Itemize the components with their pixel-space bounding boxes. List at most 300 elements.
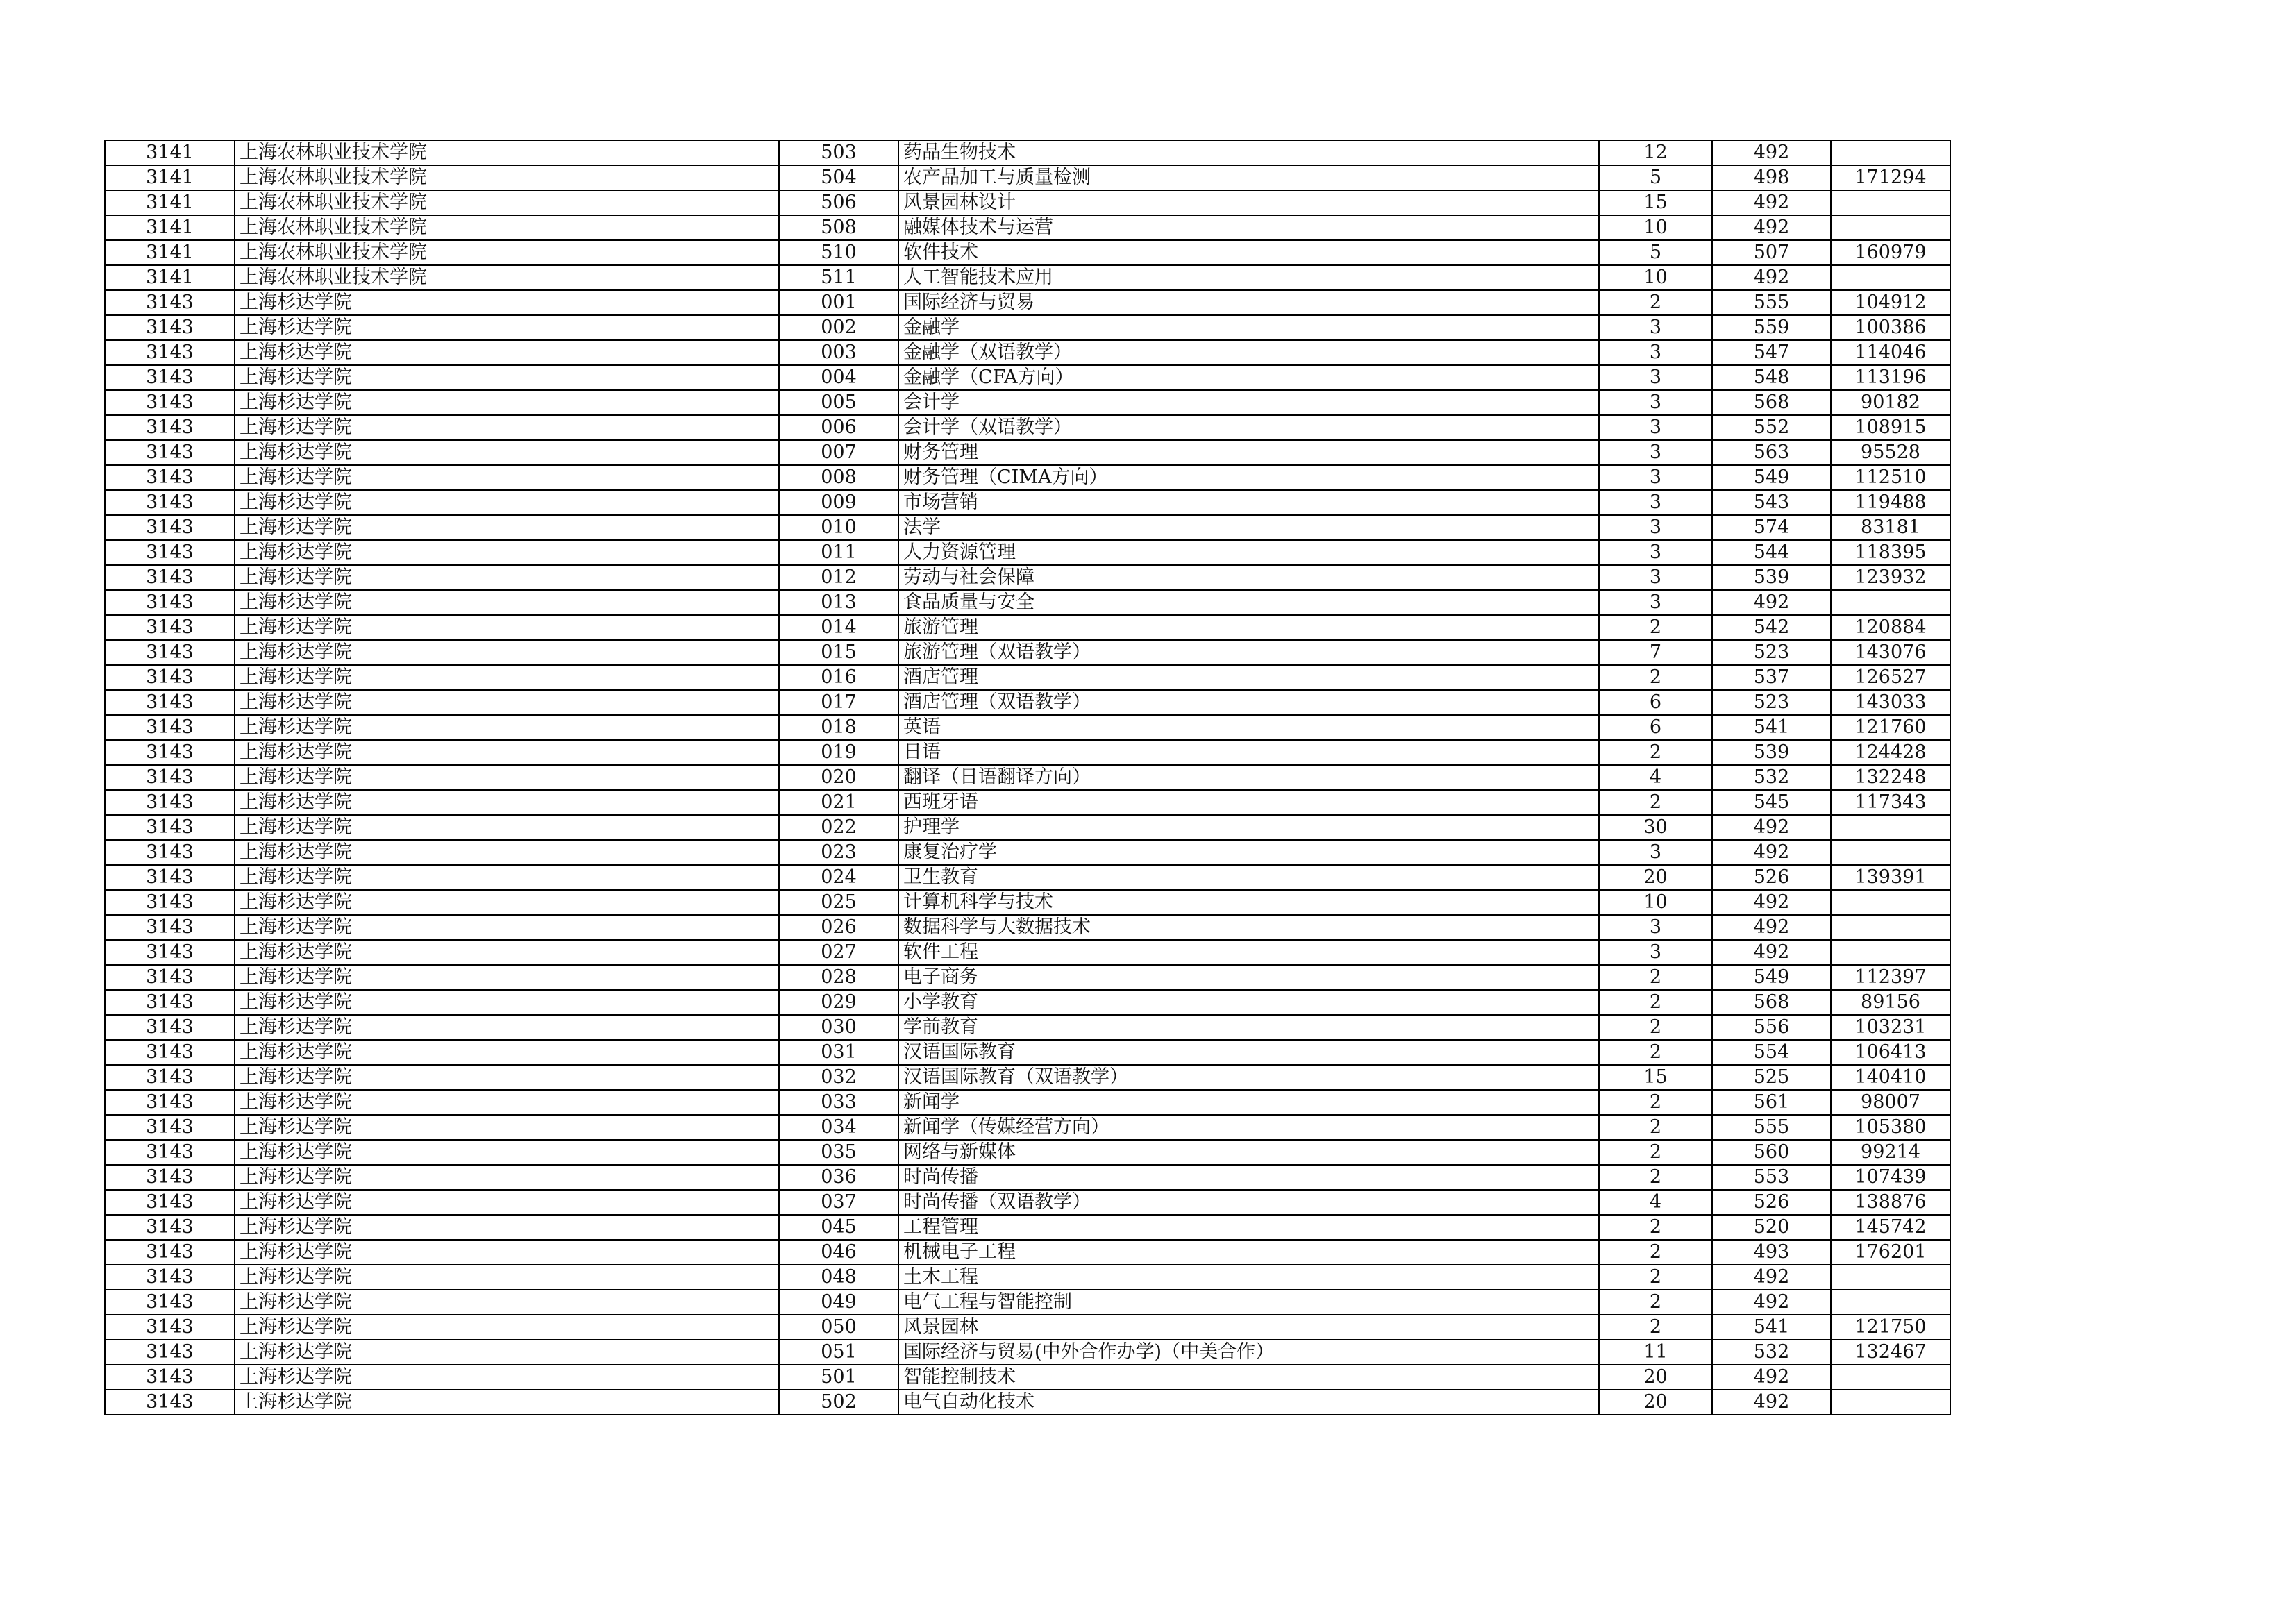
major-name-cell: 电子商务 <box>898 965 1599 990</box>
major-name-cell: 农产品加工与质量检测 <box>898 165 1599 190</box>
min-score-cell: 541 <box>1712 1315 1831 1340</box>
school-code-cell: 3143 <box>105 1215 235 1240</box>
min-score-cell: 537 <box>1712 665 1831 690</box>
school-name-cell: 上海杉达学院 <box>235 1190 779 1215</box>
school-code-cell: 3143 <box>105 690 235 715</box>
school-name-cell: 上海杉达学院 <box>235 1315 779 1340</box>
major-name-cell: 机械电子工程 <box>898 1240 1599 1265</box>
major-code-cell: 033 <box>779 1090 898 1115</box>
school-code-cell: 3143 <box>105 590 235 615</box>
major-code-cell: 049 <box>779 1290 898 1315</box>
plan-count-cell: 2 <box>1599 290 1712 315</box>
table-row <box>105 565 1950 590</box>
rank-cell <box>1831 1265 1950 1290</box>
min-score-cell: 554 <box>1712 1040 1831 1065</box>
plan-count-cell: 2 <box>1599 1165 1712 1190</box>
school-name-cell: 上海杉达学院 <box>235 565 779 590</box>
school-name-cell: 上海杉达学院 <box>235 1140 779 1165</box>
min-score-cell: 568 <box>1712 390 1831 415</box>
major-code-cell: 031 <box>779 1040 898 1065</box>
major-code-cell: 032 <box>779 1065 898 1090</box>
major-name-cell: 汉语国际教育 <box>898 1040 1599 1065</box>
major-name-cell: 酒店管理 <box>898 665 1599 690</box>
table-row <box>105 165 1950 190</box>
major-code-cell: 014 <box>779 615 898 640</box>
plan-count-cell: 3 <box>1599 365 1712 390</box>
major-code-cell: 051 <box>779 1340 898 1365</box>
table-row <box>105 1090 1950 1115</box>
table-row <box>105 590 1950 615</box>
major-name-cell: 小学教育 <box>898 990 1599 1015</box>
rank-cell: 121760 <box>1831 715 1950 740</box>
school-name-cell: 上海杉达学院 <box>235 440 779 465</box>
school-code-cell: 3143 <box>105 1140 235 1165</box>
plan-count-cell: 5 <box>1599 240 1712 265</box>
major-code-cell: 501 <box>779 1365 898 1390</box>
plan-count-cell: 2 <box>1599 1290 1712 1315</box>
table-row <box>105 490 1950 515</box>
school-code-cell: 3143 <box>105 840 235 865</box>
major-code-cell: 021 <box>779 790 898 815</box>
major-name-cell: 酒店管理（双语教学） <box>898 690 1599 715</box>
rank-cell <box>1831 190 1950 215</box>
school-name-cell: 上海杉达学院 <box>235 715 779 740</box>
major-code-cell: 004 <box>779 365 898 390</box>
major-code-cell: 010 <box>779 515 898 540</box>
table-row <box>105 1165 1950 1190</box>
major-code-cell: 025 <box>779 890 898 915</box>
rank-cell <box>1831 890 1950 915</box>
major-name-cell: 风景园林设计 <box>898 190 1599 215</box>
table-row <box>105 190 1950 215</box>
major-code-cell: 023 <box>779 840 898 865</box>
table-row <box>105 1340 1950 1365</box>
plan-count-cell: 30 <box>1599 815 1712 840</box>
table-row <box>105 615 1950 640</box>
school-name-cell: 上海农林职业技术学院 <box>235 165 779 190</box>
major-name-cell: 会计学 <box>898 390 1599 415</box>
major-code-cell: 007 <box>779 440 898 465</box>
rank-cell: 118395 <box>1831 540 1950 565</box>
min-score-cell: 526 <box>1712 1190 1831 1215</box>
major-code-cell: 002 <box>779 315 898 340</box>
min-score-cell: 492 <box>1712 215 1831 240</box>
plan-count-cell: 2 <box>1599 1265 1712 1290</box>
plan-count-cell: 4 <box>1599 1190 1712 1215</box>
school-code-cell: 3143 <box>105 1165 235 1190</box>
major-code-cell: 003 <box>779 340 898 365</box>
min-score-cell: 525 <box>1712 1065 1831 1090</box>
plan-count-cell: 3 <box>1599 415 1712 440</box>
school-code-cell: 3141 <box>105 165 235 190</box>
table-row <box>105 765 1950 790</box>
school-code-cell: 3143 <box>105 965 235 990</box>
table-row <box>105 1390 1950 1415</box>
major-code-cell: 015 <box>779 640 898 665</box>
school-code-cell: 3143 <box>105 915 235 940</box>
school-name-cell: 上海杉达学院 <box>235 1265 779 1290</box>
min-score-cell: 543 <box>1712 490 1831 515</box>
rank-cell: 112510 <box>1831 465 1950 490</box>
school-code-cell: 3143 <box>105 1290 235 1315</box>
table-row <box>105 1040 1950 1065</box>
school-code-cell: 3143 <box>105 740 235 765</box>
rank-cell <box>1831 215 1950 240</box>
school-name-cell: 上海杉达学院 <box>235 790 779 815</box>
major-name-cell: 人力资源管理 <box>898 540 1599 565</box>
school-name-cell: 上海杉达学院 <box>235 515 779 540</box>
major-name-cell: 时尚传播（双语教学） <box>898 1190 1599 1215</box>
major-code-cell: 050 <box>779 1315 898 1340</box>
school-name-cell: 上海杉达学院 <box>235 665 779 690</box>
plan-count-cell: 15 <box>1599 190 1712 215</box>
min-score-cell: 547 <box>1712 340 1831 365</box>
rank-cell <box>1831 265 1950 290</box>
plan-count-cell: 10 <box>1599 890 1712 915</box>
school-code-cell: 3141 <box>105 215 235 240</box>
table-row <box>105 1315 1950 1340</box>
major-code-cell: 048 <box>779 1265 898 1290</box>
rank-cell: 114046 <box>1831 340 1950 365</box>
school-name-cell: 上海杉达学院 <box>235 1340 779 1365</box>
rank-cell: 100386 <box>1831 315 1950 340</box>
major-name-cell: 市场营销 <box>898 490 1599 515</box>
min-score-cell: 492 <box>1712 1265 1831 1290</box>
major-name-cell: 法学 <box>898 515 1599 540</box>
plan-count-cell: 2 <box>1599 1140 1712 1165</box>
table-row <box>105 1190 1950 1215</box>
rank-cell <box>1831 1390 1950 1415</box>
major-code-cell: 029 <box>779 990 898 1015</box>
school-name-cell: 上海杉达学院 <box>235 615 779 640</box>
table-row <box>105 390 1950 415</box>
min-score-cell: 492 <box>1712 265 1831 290</box>
rank-cell: 95528 <box>1831 440 1950 465</box>
min-score-cell: 492 <box>1712 190 1831 215</box>
school-name-cell: 上海杉达学院 <box>235 315 779 340</box>
min-score-cell: 548 <box>1712 365 1831 390</box>
min-score-cell: 553 <box>1712 1165 1831 1190</box>
major-name-cell: 日语 <box>898 740 1599 765</box>
major-code-cell: 035 <box>779 1140 898 1165</box>
rank-cell: 143033 <box>1831 690 1950 715</box>
school-name-cell: 上海杉达学院 <box>235 340 779 365</box>
min-score-cell: 523 <box>1712 690 1831 715</box>
plan-count-cell: 4 <box>1599 765 1712 790</box>
plan-count-cell: 3 <box>1599 315 1712 340</box>
plan-count-cell: 5 <box>1599 165 1712 190</box>
major-code-cell: 027 <box>779 940 898 965</box>
major-code-cell: 034 <box>779 1115 898 1140</box>
table-row <box>105 215 1950 240</box>
school-name-cell: 上海杉达学院 <box>235 1215 779 1240</box>
school-code-cell: 3143 <box>105 665 235 690</box>
major-name-cell: 金融学（双语教学） <box>898 340 1599 365</box>
table-row <box>105 1065 1950 1090</box>
rank-cell: 105380 <box>1831 1115 1950 1140</box>
major-name-cell: 计算机科学与技术 <box>898 890 1599 915</box>
table-row <box>105 1140 1950 1165</box>
school-name-cell: 上海农林职业技术学院 <box>235 240 779 265</box>
school-name-cell: 上海杉达学院 <box>235 540 779 565</box>
major-name-cell: 金融学（CFA方向） <box>898 365 1599 390</box>
rank-cell: 121750 <box>1831 1315 1950 1340</box>
school-code-cell: 3143 <box>105 1015 235 1040</box>
min-score-cell: 556 <box>1712 1015 1831 1040</box>
rank-cell: 104912 <box>1831 290 1950 315</box>
table-row <box>105 1265 1950 1290</box>
rank-cell: 126527 <box>1831 665 1950 690</box>
table-row <box>105 715 1950 740</box>
min-score-cell: 492 <box>1712 590 1831 615</box>
min-score-cell: 544 <box>1712 540 1831 565</box>
rank-cell <box>1831 940 1950 965</box>
school-code-cell: 3143 <box>105 1340 235 1365</box>
school-name-cell: 上海杉达学院 <box>235 1065 779 1090</box>
min-score-cell: 492 <box>1712 890 1831 915</box>
min-score-cell: 539 <box>1712 565 1831 590</box>
plan-count-cell: 2 <box>1599 665 1712 690</box>
min-score-cell: 563 <box>1712 440 1831 465</box>
major-code-cell: 009 <box>779 490 898 515</box>
rank-cell: 123932 <box>1831 565 1950 590</box>
major-name-cell: 软件技术 <box>898 240 1599 265</box>
rank-cell: 171294 <box>1831 165 1950 190</box>
min-score-cell: 507 <box>1712 240 1831 265</box>
major-name-cell: 卫生教育 <box>898 865 1599 890</box>
min-score-cell: 532 <box>1712 765 1831 790</box>
school-name-cell: 上海杉达学院 <box>235 290 779 315</box>
plan-count-cell: 10 <box>1599 265 1712 290</box>
school-code-cell: 3143 <box>105 565 235 590</box>
major-code-cell: 037 <box>779 1190 898 1215</box>
major-name-cell: 人工智能技术应用 <box>898 265 1599 290</box>
rank-cell: 145742 <box>1831 1215 1950 1240</box>
rank-cell: 139391 <box>1831 865 1950 890</box>
school-name-cell: 上海杉达学院 <box>235 365 779 390</box>
school-code-cell: 3143 <box>105 1390 235 1415</box>
major-name-cell: 旅游管理（双语教学） <box>898 640 1599 665</box>
plan-count-cell: 3 <box>1599 465 1712 490</box>
rank-cell: 113196 <box>1831 365 1950 390</box>
major-name-cell: 土木工程 <box>898 1265 1599 1290</box>
school-code-cell: 3143 <box>105 515 235 540</box>
school-name-cell: 上海杉达学院 <box>235 915 779 940</box>
plan-count-cell: 2 <box>1599 740 1712 765</box>
school-code-cell: 3141 <box>105 240 235 265</box>
rank-cell: 90182 <box>1831 390 1950 415</box>
school-name-cell: 上海杉达学院 <box>235 640 779 665</box>
major-name-cell: 旅游管理 <box>898 615 1599 640</box>
plan-count-cell: 3 <box>1599 340 1712 365</box>
rank-cell: 98007 <box>1831 1090 1950 1115</box>
major-code-cell: 503 <box>779 140 898 165</box>
major-code-cell: 013 <box>779 590 898 615</box>
min-score-cell: 555 <box>1712 290 1831 315</box>
min-score-cell: 568 <box>1712 990 1831 1015</box>
table-row <box>105 790 1950 815</box>
table-row <box>105 340 1950 365</box>
min-score-cell: 532 <box>1712 1340 1831 1365</box>
school-name-cell: 上海杉达学院 <box>235 965 779 990</box>
min-score-cell: 520 <box>1712 1215 1831 1240</box>
school-name-cell: 上海杉达学院 <box>235 1390 779 1415</box>
major-name-cell: 融媒体技术与运营 <box>898 215 1599 240</box>
major-name-cell: 护理学 <box>898 815 1599 840</box>
min-score-cell: 498 <box>1712 165 1831 190</box>
major-code-cell: 511 <box>779 265 898 290</box>
min-score-cell: 492 <box>1712 815 1831 840</box>
school-code-cell: 3143 <box>105 1240 235 1265</box>
school-code-cell: 3143 <box>105 1065 235 1090</box>
major-code-cell: 510 <box>779 240 898 265</box>
rank-cell <box>1831 815 1950 840</box>
major-code-cell: 001 <box>779 290 898 315</box>
major-name-cell: 翻译（日语翻译方向） <box>898 765 1599 790</box>
school-name-cell: 上海杉达学院 <box>235 465 779 490</box>
school-name-cell: 上海杉达学院 <box>235 865 779 890</box>
major-code-cell: 012 <box>779 565 898 590</box>
table-row <box>105 840 1950 865</box>
rank-cell: 132467 <box>1831 1340 1950 1365</box>
major-name-cell: 汉语国际教育（双语教学） <box>898 1065 1599 1090</box>
major-name-cell: 时尚传播 <box>898 1165 1599 1190</box>
plan-count-cell: 2 <box>1599 1240 1712 1265</box>
school-name-cell: 上海杉达学院 <box>235 765 779 790</box>
major-code-cell: 018 <box>779 715 898 740</box>
min-score-cell: 492 <box>1712 1290 1831 1315</box>
major-code-cell: 504 <box>779 165 898 190</box>
table-row <box>105 965 1950 990</box>
rank-cell: 117343 <box>1831 790 1950 815</box>
rank-cell: 89156 <box>1831 990 1950 1015</box>
major-name-cell: 数据科学与大数据技术 <box>898 915 1599 940</box>
school-name-cell: 上海杉达学院 <box>235 1040 779 1065</box>
major-name-cell: 智能控制技术 <box>898 1365 1599 1390</box>
rank-cell: 119488 <box>1831 490 1950 515</box>
min-score-cell: 492 <box>1712 140 1831 165</box>
plan-count-cell: 7 <box>1599 640 1712 665</box>
school-code-cell: 3143 <box>105 640 235 665</box>
major-code-cell: 024 <box>779 865 898 890</box>
school-name-cell: 上海杉达学院 <box>235 1165 779 1190</box>
major-name-cell: 软件工程 <box>898 940 1599 965</box>
major-name-cell: 劳动与社会保障 <box>898 565 1599 590</box>
major-code-cell: 028 <box>779 965 898 990</box>
table-row <box>105 415 1950 440</box>
table-row <box>105 815 1950 840</box>
major-name-cell: 国际经济与贸易 <box>898 290 1599 315</box>
rank-cell: 143076 <box>1831 640 1950 665</box>
major-name-cell: 英语 <box>898 715 1599 740</box>
major-code-cell: 506 <box>779 190 898 215</box>
school-code-cell: 3143 <box>105 1090 235 1115</box>
major-code-cell: 011 <box>779 540 898 565</box>
table-row <box>105 515 1950 540</box>
table-row <box>105 1290 1950 1315</box>
school-code-cell: 3141 <box>105 265 235 290</box>
school-name-cell: 上海杉达学院 <box>235 740 779 765</box>
plan-count-cell: 2 <box>1599 965 1712 990</box>
major-name-cell: 西班牙语 <box>898 790 1599 815</box>
table-row <box>105 315 1950 340</box>
major-name-cell: 国际经济与贸易(中外合作办学)（中美合作） <box>898 1340 1599 1365</box>
major-name-cell: 会计学（双语教学） <box>898 415 1599 440</box>
plan-count-cell: 2 <box>1599 1090 1712 1115</box>
school-code-cell: 3143 <box>105 315 235 340</box>
min-score-cell: 545 <box>1712 790 1831 815</box>
rank-cell: 120884 <box>1831 615 1950 640</box>
plan-count-cell: 2 <box>1599 1315 1712 1340</box>
table-row <box>105 665 1950 690</box>
major-name-cell: 电气工程与智能控制 <box>898 1290 1599 1315</box>
rank-cell <box>1831 915 1950 940</box>
school-code-cell: 3143 <box>105 890 235 915</box>
school-code-cell: 3143 <box>105 415 235 440</box>
rank-cell: 112397 <box>1831 965 1950 990</box>
major-code-cell: 508 <box>779 215 898 240</box>
school-name-cell: 上海农林职业技术学院 <box>235 140 779 165</box>
school-name-cell: 上海农林职业技术学院 <box>235 215 779 240</box>
major-name-cell: 财务管理（CIMA方向） <box>898 465 1599 490</box>
min-score-cell: 561 <box>1712 1090 1831 1115</box>
plan-count-cell: 6 <box>1599 690 1712 715</box>
school-name-cell: 上海杉达学院 <box>235 815 779 840</box>
table-row <box>105 640 1950 665</box>
table-row <box>105 740 1950 765</box>
school-name-cell: 上海杉达学院 <box>235 940 779 965</box>
min-score-cell: 523 <box>1712 640 1831 665</box>
major-code-cell: 005 <box>779 390 898 415</box>
table-body <box>105 140 1950 1415</box>
major-name-cell: 食品质量与安全 <box>898 590 1599 615</box>
school-code-cell: 3141 <box>105 140 235 165</box>
school-name-cell: 上海杉达学院 <box>235 890 779 915</box>
major-code-cell: 022 <box>779 815 898 840</box>
plan-count-cell: 2 <box>1599 615 1712 640</box>
rank-cell <box>1831 1290 1950 1315</box>
plan-count-cell: 2 <box>1599 1115 1712 1140</box>
min-score-cell: 559 <box>1712 315 1831 340</box>
plan-count-cell: 3 <box>1599 540 1712 565</box>
table-row <box>105 365 1950 390</box>
rank-cell: 176201 <box>1831 1240 1950 1265</box>
plan-count-cell: 3 <box>1599 515 1712 540</box>
school-code-cell: 3143 <box>105 1315 235 1340</box>
school-code-cell: 3143 <box>105 790 235 815</box>
school-code-cell: 3143 <box>105 290 235 315</box>
table-row <box>105 465 1950 490</box>
major-name-cell: 工程管理 <box>898 1215 1599 1240</box>
plan-count-cell: 20 <box>1599 865 1712 890</box>
major-code-cell: 046 <box>779 1240 898 1265</box>
school-code-cell: 3143 <box>105 390 235 415</box>
school-name-cell: 上海农林职业技术学院 <box>235 265 779 290</box>
plan-count-cell: 2 <box>1599 1040 1712 1065</box>
table-row <box>105 540 1950 565</box>
plan-count-cell: 3 <box>1599 490 1712 515</box>
major-code-cell: 017 <box>779 690 898 715</box>
min-score-cell: 492 <box>1712 1365 1831 1390</box>
major-name-cell: 电气自动化技术 <box>898 1390 1599 1415</box>
major-code-cell: 030 <box>779 1015 898 1040</box>
major-name-cell: 金融学 <box>898 315 1599 340</box>
school-name-cell: 上海杉达学院 <box>235 1290 779 1315</box>
school-code-cell: 3143 <box>105 1040 235 1065</box>
school-name-cell: 上海农林职业技术学院 <box>235 190 779 215</box>
rank-cell: 138876 <box>1831 1190 1950 1215</box>
min-score-cell: 493 <box>1712 1240 1831 1265</box>
